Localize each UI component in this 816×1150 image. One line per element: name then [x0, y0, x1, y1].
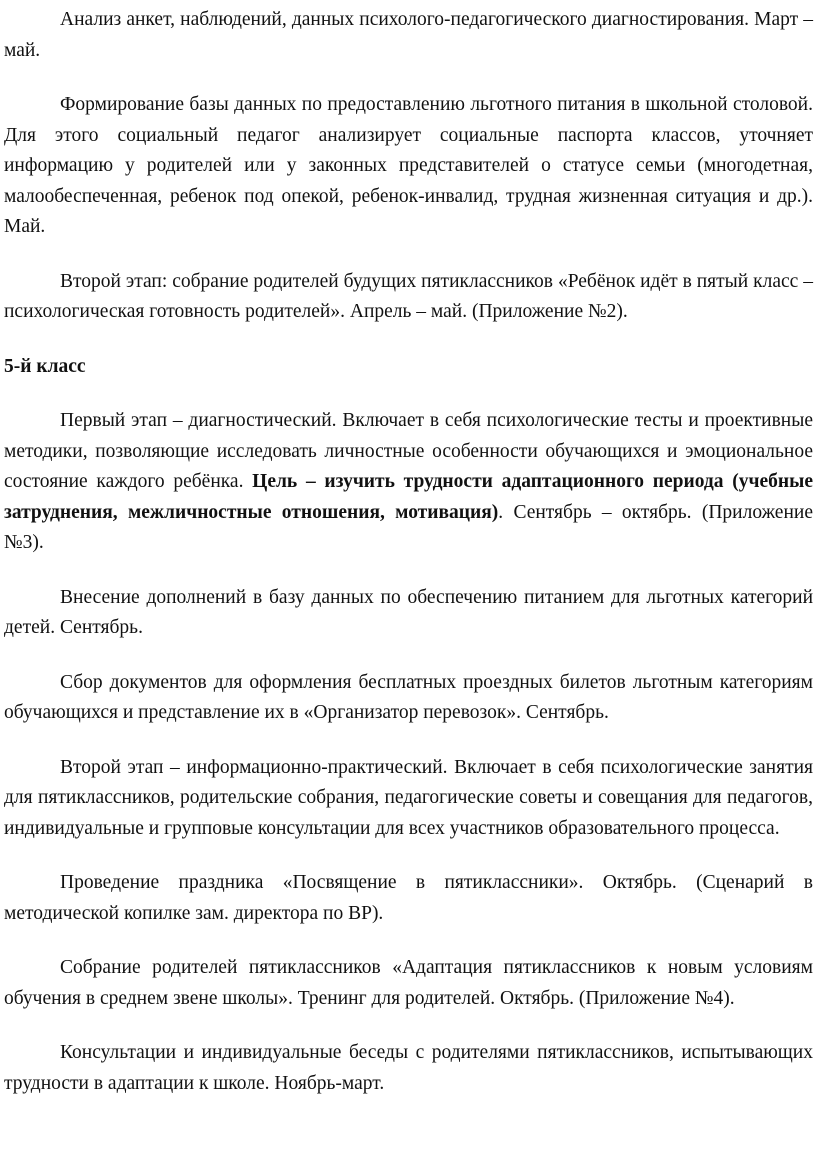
paragraph-database-additions: Внесение дополнений в базу данных по обеспечению питанием для льготных категорий детей. Сентябрь. — [4, 586, 813, 638]
paragraph-parent-meeting: Второй этап: собрание родителей будущих пятиклассников «Ребёнок идёт в пятый класс – психологическая готовность родителей». Апрель – май. (Приложение №2). — [4, 270, 813, 322]
paragraph-consultations: Консультации и индивидуальные беседы с родителями пятиклассников, испытывающих трудности в адаптации к школе. Ноябрь-март. — [4, 1042, 813, 1094]
paragraph-travel-tickets: Сбор документов для оформления бесплатных проездных билетов льготным категориям обучающихся и представление их в «Организатор перевозок». Сентябрь. — [4, 671, 813, 723]
paragraph-info-stage: Второй этап – информационно-практический. Включает в себя психологические занятия для пятиклассников, родительские собрания, педагогические советы и совещания для педагогов, индивидуальные и групповые консультации для всех участников образовательного процесса. — [4, 756, 813, 839]
paragraph-diagnostic-stage — [4, 406, 813, 559]
paragraph-analysis: Анализ анкет, наблюдений, данных психолого-педагогического диагностирования. Март – май. — [4, 9, 813, 61]
paragraph-diagnostic-dates: . Сентябрь – октябрь. (Приложение №3). — [4, 501, 813, 553]
paragraph-database-meals: Формирование базы данных по предоставлению льготного питания в школьной столовой. Для этого социальный педагог анализирует социальные паспорта классов, уточняет информацию у родителей или у законных представителей о статусе семьи (многодетная, малообеспеченная, ребенок под опекой, ребенок-инвалид, трудная жизненная ситуация и др.). Май. — [4, 94, 813, 237]
paragraph-diagnostic-text: Первый этап – диагностический. Включает в себя психологические тесты и проективные методики, позволяющие исследовать личностные особенности обучающихся и эмоциональное состояние каждого ребёнка. — [4, 410, 813, 492]
paragraph-celebration: Проведение праздника «Посвящение в пятиклассники». Октябрь. (Сценарий в методической копилке зам. директора по ВР). — [4, 872, 813, 924]
paragraph-adaptation-meeting: Собрание родителей пятиклассников «Адаптация пятиклассников к новым условиям обучения в среднем звене школы». Тренинг для родителей. Октябрь. (Приложение №4). — [4, 957, 813, 1009]
section-heading: 5-й класс — [4, 355, 86, 377]
paragraph-diagnostic-goal: Цель – изучить трудности адаптационного периода (учебные затруднения, межличностные отношения, мотивация) — [4, 471, 813, 523]
